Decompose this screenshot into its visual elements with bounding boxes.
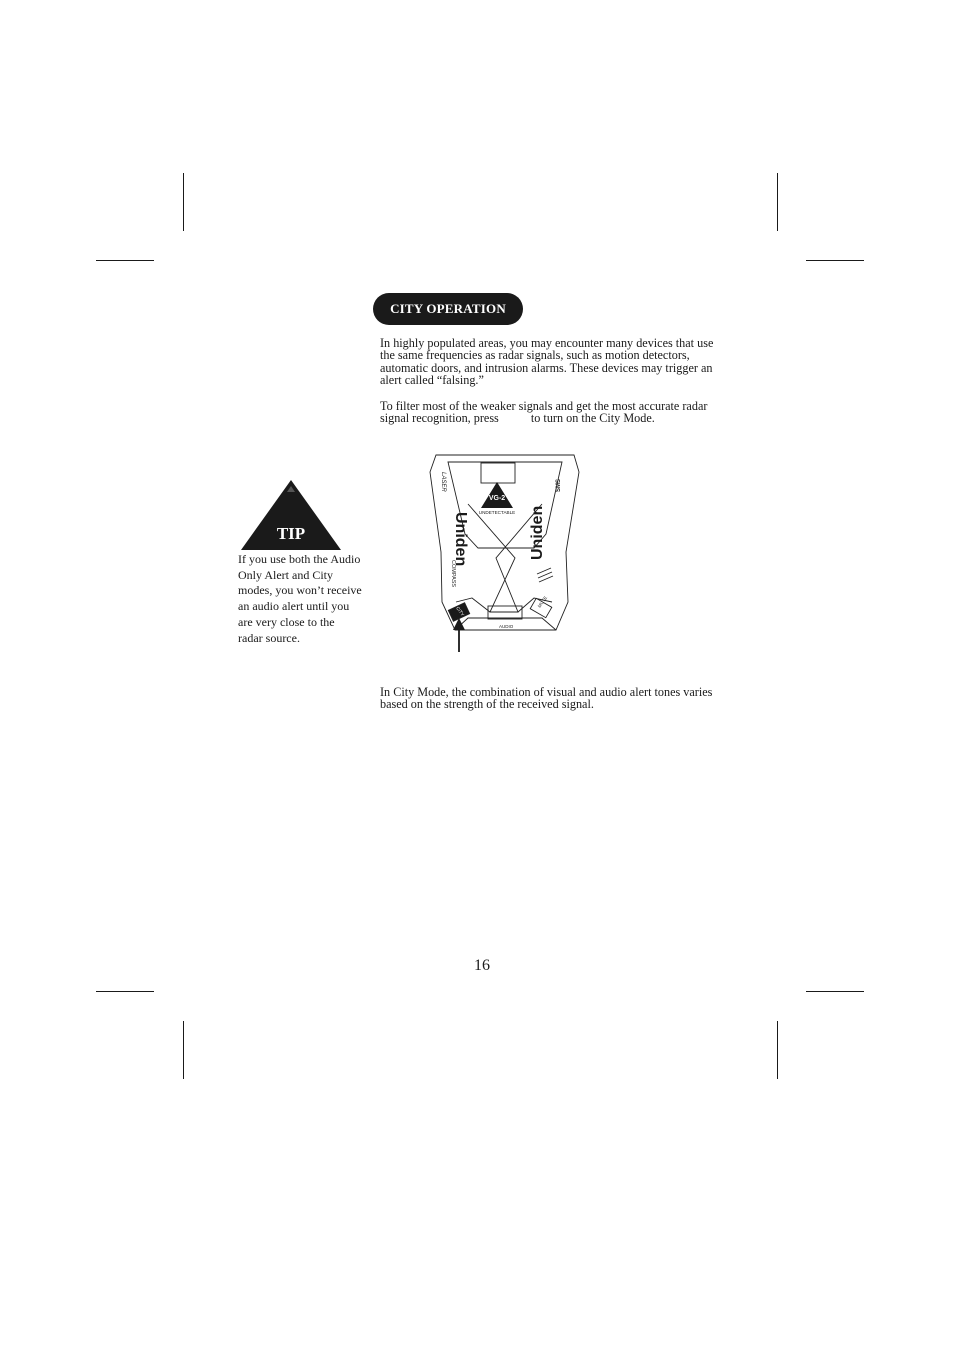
brand-logo-left: Uniden — [452, 512, 469, 567]
model-label: COMPASS — [450, 560, 456, 588]
city-button-arrow — [453, 618, 465, 652]
audio-button-label: AUDIO — [499, 624, 514, 629]
brand-logo-right: Uniden — [529, 505, 546, 560]
audio-button-shape — [488, 606, 522, 619]
crop-mark — [183, 1021, 184, 1079]
mute-button-label: MUTE — [536, 595, 549, 609]
sms-label: SMS — [556, 478, 562, 492]
crop-mark — [777, 173, 778, 231]
crop-mark — [183, 173, 184, 231]
crop-mark — [96, 991, 154, 992]
city-mode-paragraph: In City Mode, the combination of visual and audio alert tones varies based on the strength of the received signal. — [380, 685, 713, 712]
tip-text: If you use both the Audio Only Alert and City modes, you won’t receive an audio alert until you are very close to the radar source. — [238, 552, 362, 645]
intro-paragraph: In highly populated areas, you may encounter many devices that use the same frequencies as radar signals, such as motion detectors, automatic doors, and intrusion alarms. These devices may trigger an alert called “falsing.” — [380, 336, 714, 387]
radar-detector-illustration — [420, 452, 590, 652]
laser-label: LASER — [440, 472, 446, 492]
tip-badge — [237, 478, 345, 552]
crop-mark — [777, 1021, 778, 1079]
instruction-text-end: to turn on the City Mode. — [530, 411, 655, 426]
badge-bottom-text: UNDETECTABLE — [478, 510, 516, 515]
crop-mark — [96, 260, 154, 261]
tip-label: TIP — [276, 524, 306, 543]
display-window — [481, 463, 515, 483]
crop-mark — [806, 991, 864, 992]
crop-mark — [806, 260, 864, 261]
badge-top-text: VG-2 — [488, 495, 506, 502]
instruction-text-start: To filter most of the weaker signals and get the most accurate radar signal recognition, press — [380, 399, 708, 426]
city-button-label: CITY — [455, 605, 466, 617]
page-number: 16 — [474, 957, 490, 974]
instruction-paragraph — [380, 400, 728, 425]
section-title: CITY OPERATION — [373, 293, 523, 325]
